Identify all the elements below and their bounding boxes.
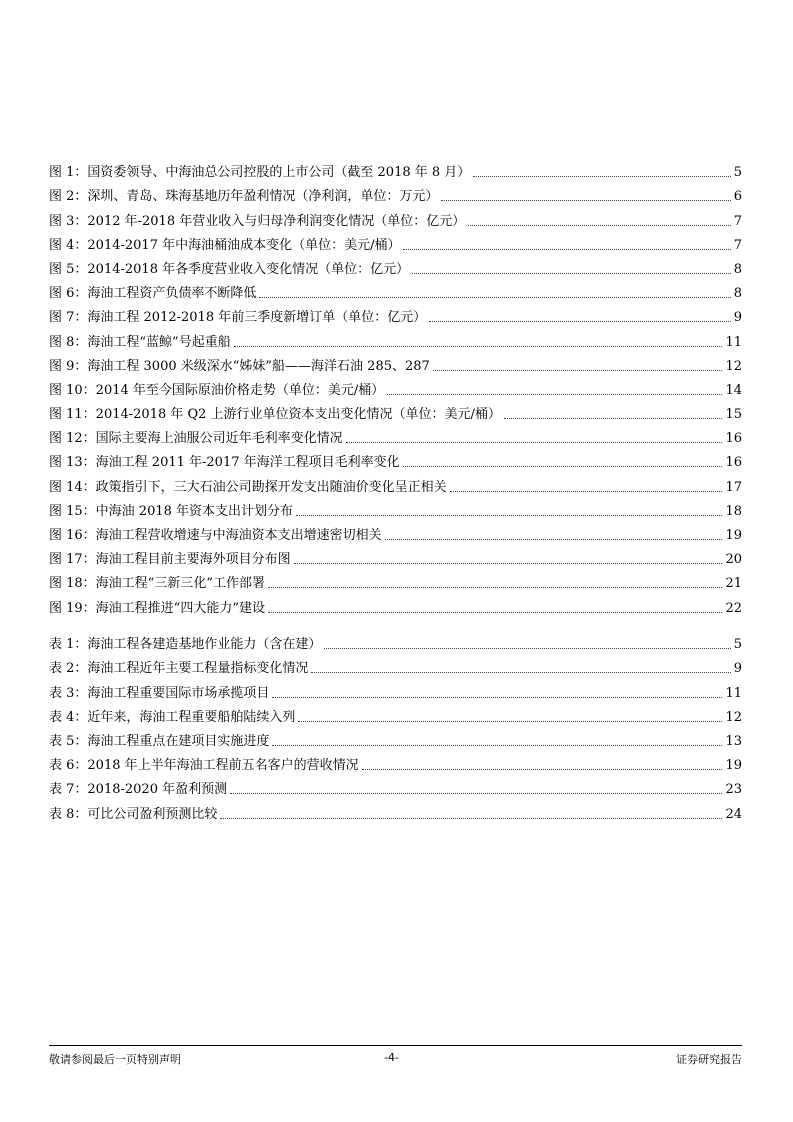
dot-leader (468, 225, 730, 226)
table-entry[interactable] (49, 702, 742, 726)
dot-leader (412, 273, 731, 274)
figure-entry-label: 图 15：中海油 2018 年资本支出计划分布 (49, 503, 294, 519)
table-entry[interactable] (49, 798, 742, 822)
table-entry[interactable] (49, 774, 742, 798)
table-entry-label: 表 1：海油工程各建造基地作业能力（含在建） (49, 637, 322, 653)
table-entry[interactable] (49, 726, 742, 750)
figure-entry-page: 20 (725, 552, 742, 568)
table-entry-label: 表 4：近年来，海油工程重要船舶陆续入列 (49, 709, 296, 725)
dot-leader (234, 346, 723, 347)
figure-entry[interactable] (49, 326, 742, 350)
figure-entry-page: 12 (725, 358, 742, 374)
figure-entry-page: 6 (733, 189, 742, 205)
figure-entry[interactable] (49, 592, 742, 616)
figure-entry-page: 15 (725, 407, 742, 423)
table-entry-page: 19 (725, 758, 742, 774)
footer-report-type: 证券研究报告 (676, 1053, 742, 1066)
footer-page-number: -4- (384, 1051, 399, 1064)
table-entry-label: 表 3：海油工程重要国际市场承揽项目 (49, 685, 270, 701)
dot-leader (268, 612, 722, 613)
figure-list (49, 157, 742, 617)
table-entry-page: 24 (725, 806, 742, 822)
figure-entry[interactable] (49, 205, 742, 229)
figure-entry-page: 7 (733, 213, 742, 229)
figure-entry-page: 8 (733, 261, 742, 277)
figure-entry[interactable] (49, 230, 742, 254)
table-entry-page: 5 (733, 637, 742, 653)
figure-entry-page: 18 (725, 503, 742, 519)
dot-leader (311, 672, 730, 673)
dot-leader (387, 394, 722, 395)
figure-entry[interactable] (49, 520, 742, 544)
dot-leader (324, 648, 730, 649)
figure-entry[interactable] (49, 157, 742, 181)
figure-entry-page: 14 (725, 382, 742, 398)
table-entry-page: 13 (725, 733, 742, 749)
figure-entry[interactable] (49, 375, 742, 399)
figure-entry[interactable] (49, 181, 742, 205)
figure-entry-label: 图 1：国资委领导、中海油总公司控股的上市公司（截至 2018 年 8 月） (49, 165, 471, 181)
figure-entry[interactable] (49, 471, 742, 495)
table-entry-page: 11 (725, 685, 742, 701)
table-entry[interactable] (49, 653, 742, 677)
figure-entry-label: 图 17：海油工程目前主要海外项目分布图 (49, 552, 291, 568)
dot-leader (403, 249, 730, 250)
dot-leader (272, 745, 722, 746)
figure-entry-label: 图 8：海油工程“蓝鲸”号起重船 (49, 334, 231, 350)
table-entry-page: 12 (725, 709, 742, 725)
dot-leader (450, 491, 723, 492)
dot-leader (433, 370, 723, 371)
dot-leader (294, 563, 723, 564)
dot-leader (296, 515, 722, 516)
dot-leader (272, 697, 722, 698)
figure-entry[interactable] (49, 423, 742, 447)
dot-leader (298, 721, 722, 722)
figure-entry-page: 9 (733, 310, 742, 326)
figure-entry-label: 图 19：海油工程推进“四大能力”建设 (49, 600, 265, 616)
table-entry[interactable] (49, 629, 742, 653)
table-list (49, 629, 742, 823)
table-entry[interactable] (49, 677, 742, 701)
table-entry-label: 表 8：可比公司盈利预测比较 (49, 806, 218, 822)
figure-entry-label: 图 13：海油工程 2011 年-2017 年海洋工程项目毛利率变化 (49, 455, 400, 471)
figure-entry[interactable] (49, 544, 742, 568)
figure-entry-label: 图 18：海油工程“三新三化”工作部署 (49, 576, 265, 592)
table-entry-label: 表 5：海油工程重点在建项目实施进度 (49, 733, 270, 749)
dot-leader (346, 442, 723, 443)
figure-entry[interactable] (49, 254, 742, 278)
figure-entry-label: 图 4：2014-2017 年中海油桶油成本变化（单位：美元/桶） (49, 237, 401, 253)
dot-leader (268, 587, 722, 588)
dot-leader (429, 321, 730, 322)
figure-entry[interactable] (49, 568, 742, 592)
dot-leader (441, 200, 730, 201)
figure-entry-page: 21 (725, 576, 742, 592)
figure-entry[interactable] (49, 278, 742, 302)
dot-leader (362, 769, 723, 770)
figure-entry-page: 17 (725, 479, 742, 495)
footer-disclaimer: 敬请参阅最后一页特别声明 (49, 1053, 181, 1066)
figure-entry[interactable] (49, 302, 742, 326)
dot-leader (473, 176, 730, 177)
figure-entry-label: 图 10：2014 年至今国际原油价格走势（单位：美元/桶） (49, 382, 385, 398)
figure-entry-label: 图 5：2014-2018 年各季度营业收入变化情况（单位：亿元） (49, 261, 410, 277)
figure-entry-page: 16 (725, 431, 742, 447)
dot-leader (259, 297, 730, 298)
table-entry-label: 表 6：2018 年上半年海油工程前五名客户的营收情况 (49, 758, 359, 774)
figure-entry-label: 图 9：海油工程 3000 米级深水“姊妹”船——海洋石油 285、287 (49, 358, 430, 374)
figure-entry-label: 图 14：政策指引下，三大石油公司勘探开发支出随油价变化呈正相关 (49, 479, 447, 495)
figure-entry-page: 8 (733, 286, 742, 302)
figure-entry[interactable] (49, 351, 742, 375)
figure-entry-label: 图 3：2012 年-2018 年营业收入与归母净利润变化情况（单位：亿元） (49, 213, 466, 229)
figure-entry-page: 7 (733, 237, 742, 253)
dot-leader (504, 418, 723, 419)
table-entry-page: 23 (725, 782, 742, 798)
dot-leader (403, 466, 723, 467)
dot-leader (230, 793, 722, 794)
dot-leader (385, 539, 723, 540)
figure-entry-page: 22 (725, 600, 742, 616)
figure-entry-page: 16 (725, 455, 742, 471)
figure-entry[interactable] (49, 447, 742, 471)
page-footer (49, 1045, 742, 1066)
figure-entry[interactable] (49, 496, 742, 520)
table-entry-label: 表 7：2018-2020 年盈利预测 (49, 782, 228, 798)
figure-entry-label: 图 11：2014-2018 年 Q2 上游行业单位资本支出变化情况（单位：美元/桶） (49, 407, 501, 423)
figure-entry-label: 图 6：海油工程资产负债率不断降低 (49, 286, 257, 302)
figure-entry-page: 11 (725, 334, 742, 350)
figure-entry-label: 图 7：海油工程 2012-2018 年前三季度新增订单（单位：亿元） (49, 310, 427, 326)
figure-entry-page: 19 (725, 528, 742, 543)
figure-entry-page: 5 (733, 165, 742, 181)
table-entry-label: 表 2：海油工程近年主要工程量指标变化情况 (49, 661, 309, 677)
figure-entry-label: 图 2：深圳、青岛、珠海基地历年盈利情况（净利润，单位：万元） (49, 189, 439, 205)
figure-entry-label: 图 12：国际主要海上油服公司近年毛利率变化情况 (49, 431, 343, 447)
table-entry-page: 9 (733, 661, 742, 677)
figure-entry-label: 图 16：海油工程营收增速与中海油资本支出增速密切相关 (49, 528, 382, 543)
figure-entry[interactable] (49, 399, 742, 423)
table-entry[interactable] (49, 750, 742, 774)
dot-leader (220, 818, 722, 819)
